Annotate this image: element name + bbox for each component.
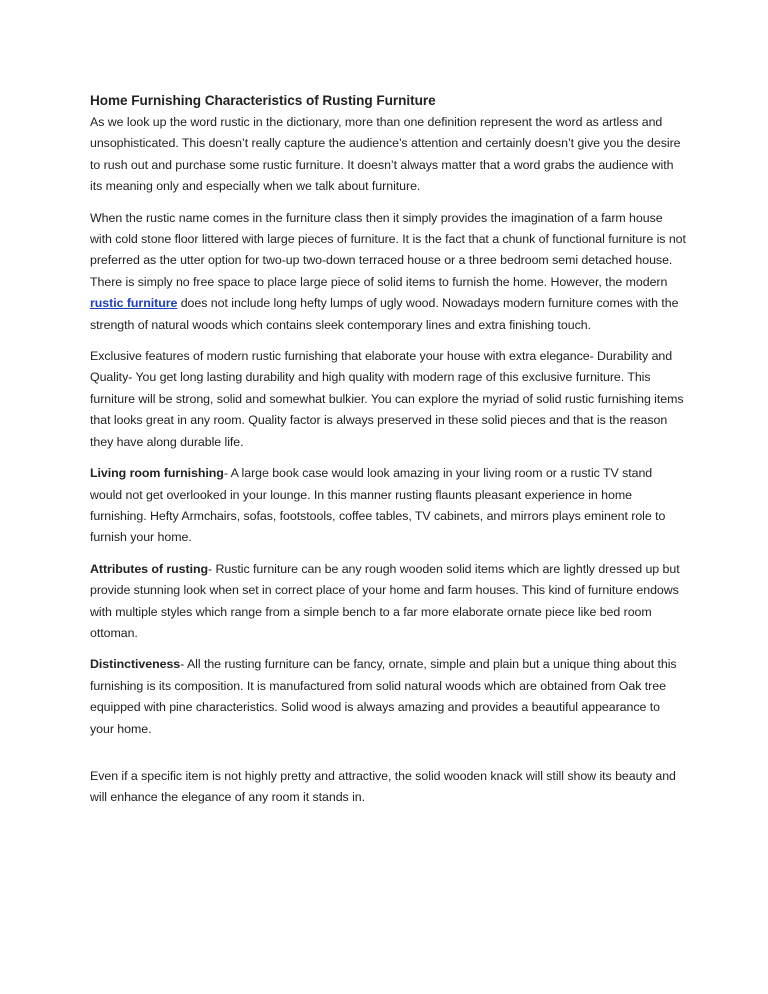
distinctiveness-text: - All the rusting furniture can be fancy, ornate, simple and plain but a unique thing about this furnishing is its composition. It is manufactured from solid natural woods which are obtained from Oak tree equipped with pine characteristics. Solid wood is always amazing and provides a beautiful appearance to your home.: [90, 657, 677, 736]
paragraph-exclusive-features-text: Exclusive features of modern rustic furnishing that elaborate your house with extra elegance- Durability and Quality- You get long lasting durability and high quality with modern rage of this exclusive furniture. This furniture will be strong, solid and somewhat bulkier. You can explore the myriad of solid rustic furnishing items that looks great in any room. Quality factor is always preserved in these solid pieces and that is the reason they have along durable life.: [90, 349, 684, 449]
paragraph-exclusive-features: [90, 346, 686, 453]
document-page: [90, 90, 686, 819]
living-room-heading: Living room furnishing: [90, 466, 224, 481]
paragraph-attributes: [90, 559, 686, 645]
living-room-text: - A large book case would look amazing in your living room or a rustic TV stand would not get overlooked in your lounge. In this manner rusting flaunts pleasant experience in home furnishing. Hefty Armchairs, sofas, footstools, coffee tables, TV cabinets, and mirrors plays eminent role to furnish your home.: [90, 466, 666, 545]
attributes-text: - Rustic furniture can be any rough wooden solid items which are lightly dressed up but provide stunning look when set in correct place of your home and farm houses. This kind of furniture endows with multiple styles which range from a simple bench to a far more elaborate ornate piece like bed room ottoman.: [90, 561, 680, 640]
paragraph-closing: [90, 766, 686, 809]
paragraph-rustic-name-text-before: When the rustic name comes in the furniture class then it simply provides the imagination of a farm house with cold stone floor littered with large pieces of furniture. It is the fact that a chunk of functional furniture is not preferred as the utter option for two-up two-down terraced house or a three bedroom semi detached house. There is simply no free space to place large piece of solid items to furnish the home. However, the modern: [90, 210, 686, 289]
paragraph-living-room: [90, 463, 686, 549]
distinctiveness-heading: Distinctiveness: [90, 657, 181, 672]
paragraph-intro: [90, 112, 686, 198]
attributes-heading: Attributes of rusting: [90, 561, 209, 576]
paragraph-distinctiveness: [90, 654, 686, 740]
document-title: Home Furnishing Characteristics of Rusting Furniture: [90, 93, 436, 108]
rustic-furniture-link[interactable]: rustic furniture: [90, 296, 178, 311]
paragraph-rustic-name: [90, 208, 686, 336]
paragraph-rustic-name-text-after: does not include long hefty lumps of ugly wood. Nowadays modern furniture comes with the strength of natural woods which contains sleek contemporary lines and extra finishing touch.: [90, 296, 679, 332]
paragraph-closing-text: Even if a specific item is not highly pretty and attractive, the solid wooden knack will still show its beauty and will enhance the elegance of any room it stands in.: [90, 768, 676, 805]
paragraph-intro-text: As we look up the word rustic in the dictionary, more than one definition represent the word as artless and unsophisticated. This doesn’t really capture the audience’s attention and certainly doesn’t give you the desire to rush out and purchase some rustic furniture. It doesn’t always matter that a word grabs the audience with its meaning only and especially when we talk about furniture.: [90, 115, 681, 194]
